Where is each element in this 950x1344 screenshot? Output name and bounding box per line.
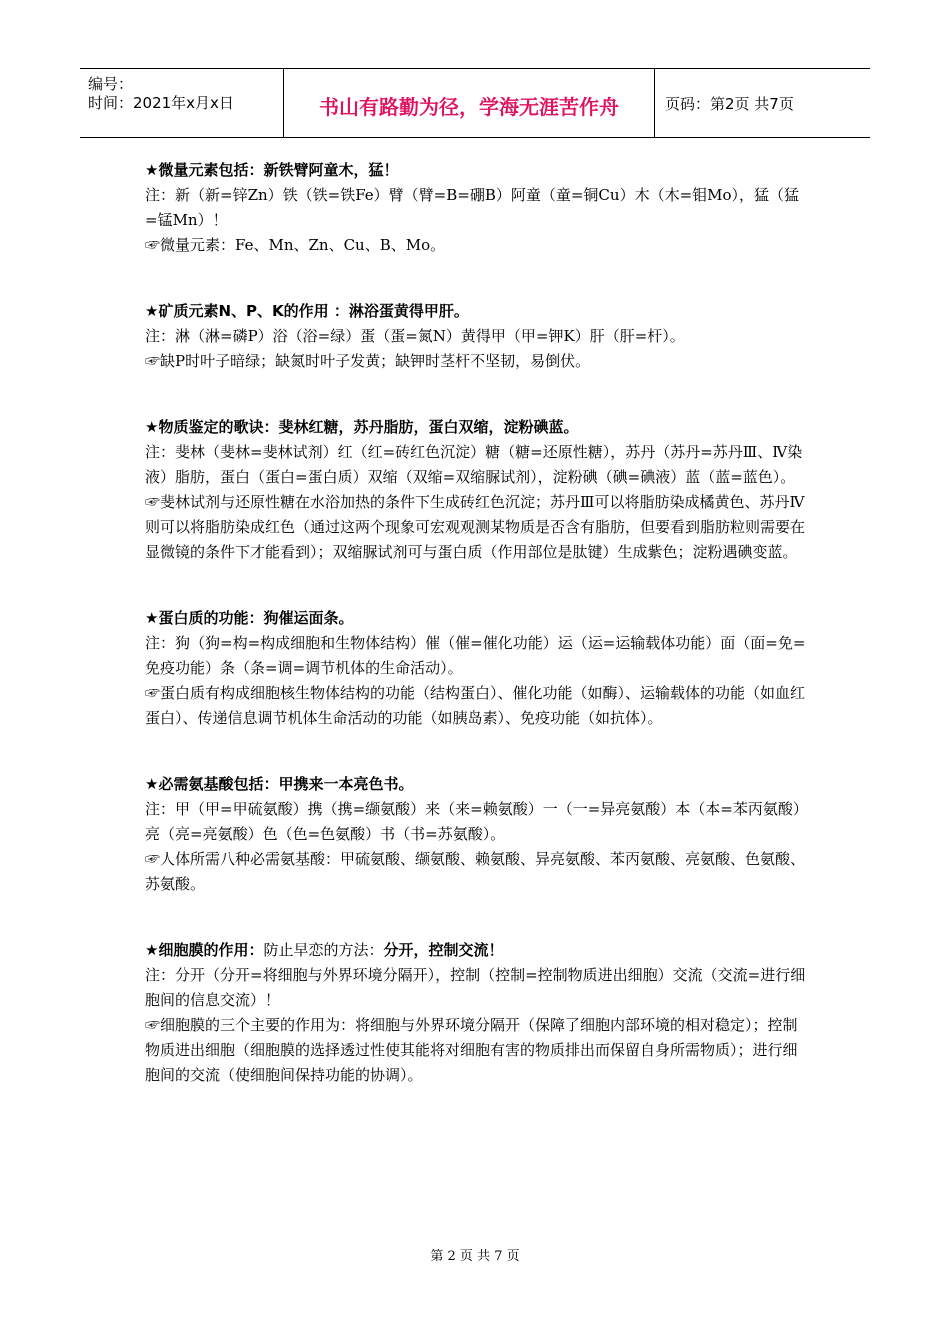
section-note: 注：淋（淋=磷P）浴（浴=绿）蛋（蛋=氮N）黄得甲（甲=钾K）肝（肝=杆）。 (145, 327, 685, 345)
document-number-label: 编号： (88, 75, 134, 93)
section-substance-identification (145, 415, 810, 565)
section-note: 注：分开（分开=将细胞与外界环境分隔开），控制（控制=控制物质进出细胞）交流（交流=进行细胞间的信息交流）！ (145, 966, 806, 1009)
section-trace-elements (145, 158, 810, 258)
section-detail: ☞蛋白质有构成细胞核生物体结构的功能（结构蛋白）、催化功能（如酶）、运输载体的功能（如血红蛋白）、传递信息调节机体生命活动的功能（如胰岛素）、免疫功能（如抗体）。 (145, 684, 806, 727)
page-number-label: 页码：第2页 共7页 (665, 95, 794, 113)
section-essential-amino-acids (145, 772, 810, 897)
header-motto-cell (284, 69, 655, 137)
section-detail: ☞细胞膜的三个主要的作用为：将细胞与外界环境分隔开（保障了细胞内部环境的相对稳定）；控制物质进出细胞（细胞膜的选择透过性使其能将对细胞有害的物质排出而保留自身所需物质）；进行细胞间的交流（使细胞间保持功能的协调）。 (145, 1016, 798, 1084)
header-page-cell (655, 69, 870, 137)
motto-text: 书山有路勤为径，学海无涯苦作舟 (319, 95, 619, 119)
header-table (80, 68, 870, 138)
section-note: 注：新（新=锌Zn）铁（铁=铁Fe）臂（臂=B=硼B）阿童（童=铜Cu）木（木=钼Mo），猛（猛=锰Mn）！ (145, 186, 800, 229)
section-protein-functions (145, 606, 810, 731)
section-title (145, 938, 810, 963)
section-note: 注：狗（狗=构=构成细胞和生物体结构）催（催=催化功能）运（运=运输载体功能）面（面=免=免疫功能）条（条=调=调节机体的生命活动）。 (145, 634, 806, 677)
section-note: 注：斐林（斐林=斐林试剂）红（红=砖红色沉淀）糖（糖=还原性糖），苏丹（苏丹=苏丹Ⅲ、Ⅳ染液）脂肪，蛋白（蛋白=蛋白质）双缩（双缩=双缩脲试剂），淀粉碘（碘=碘液）蓝（蓝=蓝色）。 (145, 443, 803, 486)
section-title: ★必需氨基酸包括：甲携来一本亮色书。 (145, 775, 414, 793)
section-detail: ☞斐林试剂与还原性糖在水浴加热的条件下生成砖红色沉淀；苏丹Ⅲ可以将脂肪染成橘黄色、苏丹Ⅳ则可以将脂肪染成红色（通过这两个现象可宏观观测某物质是否含有脂肪，但要看到脂肪粒则需要在显微镜的条件下才能看到）；双缩脲试剂可与蛋白质（作用部位是肽键）生成紫色；淀粉遇碘变蓝。 (145, 493, 806, 561)
section-detail: ☞缺P时叶子暗绿；缺氮时叶子发黄；缺钾时茎杆不坚韧，易倒伏。 (145, 352, 591, 370)
section-title: ★矿质元素N、P、K的作用 ：淋浴蛋黄得甲肝。 (145, 302, 469, 320)
section-title: ★蛋白质的功能：狗催运面条。 (145, 609, 354, 627)
section-title-normal: 防止早恋的方法： (263, 941, 384, 959)
header-info-cell (80, 69, 284, 137)
section-mineral-elements (145, 299, 810, 374)
document-time-label: 时间：2021年x月x日 (88, 94, 234, 112)
section-title-bold-2: 分开，控制交流！ (383, 941, 504, 959)
section-cell-membrane (145, 938, 810, 1088)
section-note: 注：甲（甲=甲硫氨酸）携（携=缬氨酸）来（来=赖氨酸）一（一=异亮氨酸）本（本=苯丙氨酸）亮（亮=亮氨酸）色（色=色氨酸）书（书=苏氨酸）。 (145, 800, 808, 843)
page-footer: 第 2 页 共 7 页 (430, 1249, 520, 1264)
document-body (145, 158, 810, 1129)
section-detail: ☞微量元素：Fe、Mn、Zn、Cu、B、Mo。 (145, 236, 446, 254)
section-title: ★微量元素包括：新铁臂阿童木，猛！ (145, 161, 399, 179)
section-title: ★物质鉴定的歌诀：斐林红糖，苏丹脂肪，蛋白双缩，淀粉碘蓝。 (145, 418, 579, 436)
section-detail: ☞人体所需八种必需氨基酸：甲硫氨酸、缬氨酸、赖氨酸、异亮氨酸、苯丙氨酸、亮氨酸、色氨酸、苏氨酸。 (145, 850, 806, 893)
section-title-bold: ★细胞膜的作用： (145, 941, 264, 959)
